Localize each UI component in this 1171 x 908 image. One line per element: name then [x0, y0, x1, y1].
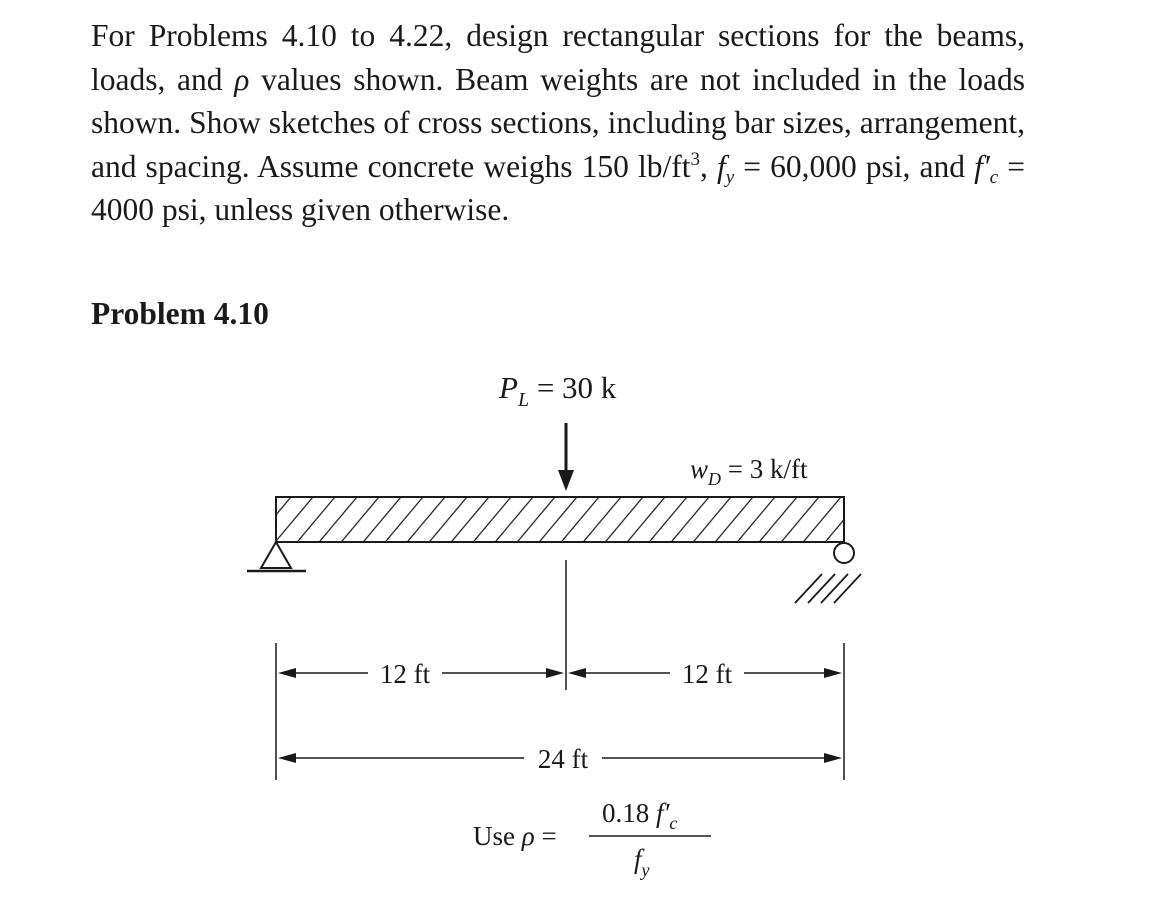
fc-subscript: c [989, 166, 999, 188]
intro-text-a: For Problems 4.10 to 4.22, design rectangular sections for the beams, loads, and [91, 18, 1025, 97]
problem-statement: For Problems 4.10 to 4.22, design rectangular sections for the beams, loads, and ρ values shown. Beam weights are not included in the loads shown. Show sketches of cross sections, including bar sizes, arrangement, and spacing. Assume concrete weighs 150 $lb/ft^3$, $f_y = 60,000$ psi, and $f'_c = 4000$ psi, unless given otherwise. [91, 18, 1026, 228]
fy-subscript: y [725, 166, 735, 188]
point-load-label: $P_L = 30$ k [499, 370, 617, 411]
rho-formula-denominator: $f_y$ [634, 844, 650, 880]
roller-support [795, 543, 861, 603]
problem-heading: Problem 4.10 [91, 296, 269, 331]
fc-value: = 4000 psi, unless given otherwise. [91, 148, 1026, 228]
dimension-total [278, 744, 842, 774]
dimension-left-label: 12 ft [379, 659, 431, 689]
rho-formula-numerator: 0.18 $f'_c$ [602, 798, 678, 833]
dimension-total-label: 24 ft [537, 744, 589, 774]
rho-symbol: ρ [234, 61, 250, 97]
point-load-arrow [558, 423, 574, 491]
pin-support [247, 542, 306, 571]
cube-exponent: 3 [690, 148, 700, 170]
beam [276, 497, 844, 542]
rho-formula [473, 798, 711, 880]
fc-symbol: f′ [974, 148, 990, 184]
rho-formula-lhs: Use ρ = [473, 821, 557, 851]
distributed-load-label: $w_D = 3$ k/ft [690, 454, 808, 489]
fy-symbol: f [716, 148, 726, 184]
intro-text-b: values shown. Beam weights are not included in the loads shown. Show sketches of cross sections, including bar sizes, arrangement, and spacing. Assume concrete weighs 150 lb/ft [91, 61, 1026, 184]
fy-value: = 60,000 psi, and [734, 148, 975, 184]
dimension-left [278, 659, 564, 689]
dimension-right [568, 659, 842, 689]
dimension-right-label: 12 ft [681, 659, 733, 689]
